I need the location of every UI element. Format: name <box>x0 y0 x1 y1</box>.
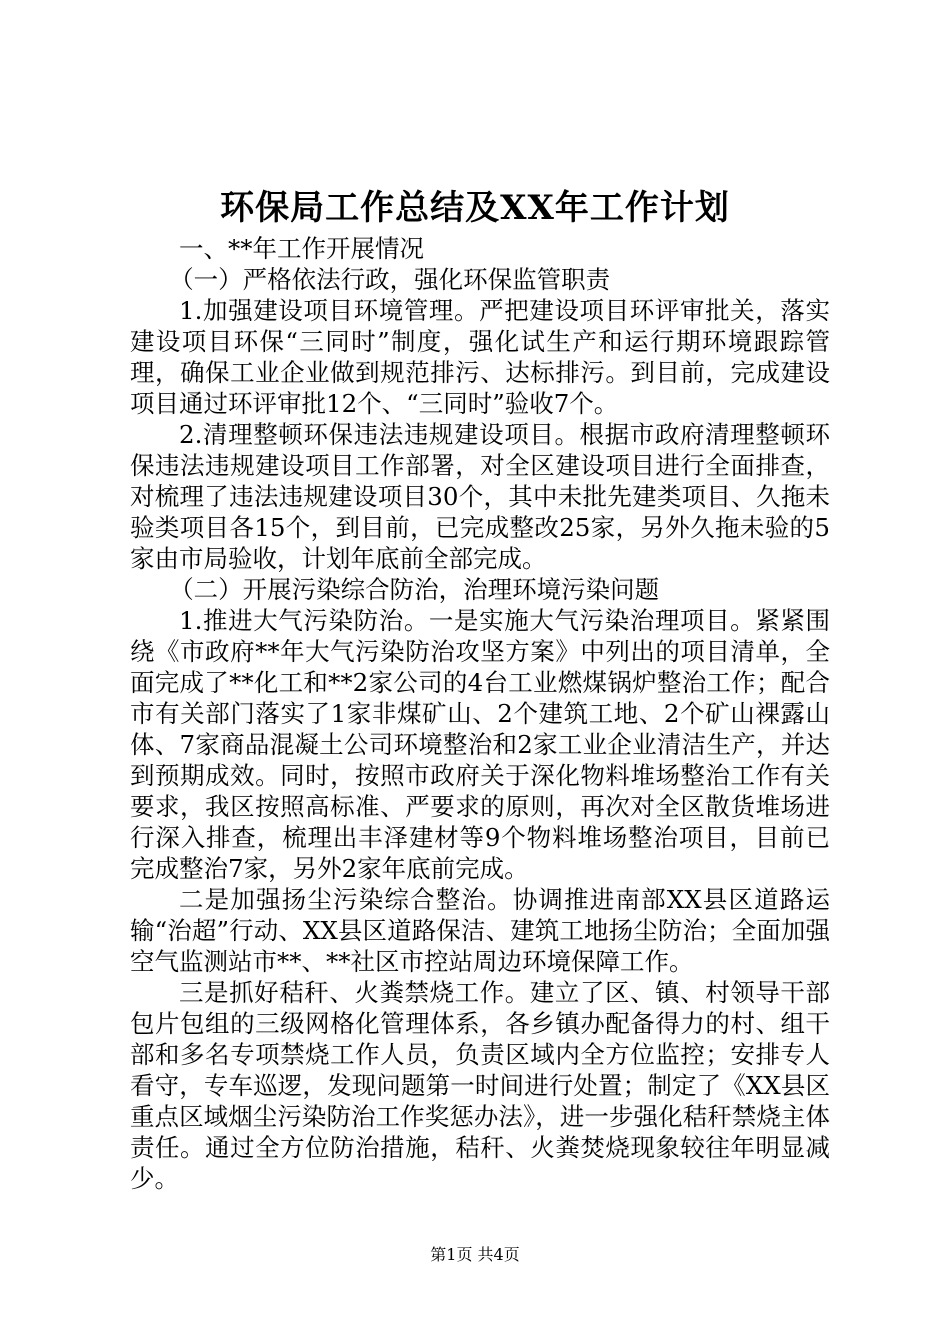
subsection-heading-2: （二）开展污染综合防治，治理环境污染问题 <box>169 575 660 604</box>
paragraph-2: 2.清理整顿环保违法违规建设项目。根据市政府清理整顿环保违法违规建设项目工作部署，对全区建设项目进行全面排查，对梳理了违法违规建设项目30个，其中未批先建类项目、久拖未验类项目各15个，到目前，已完成整改25家，另外久拖未验的5家由市局验收，计划年底前全部完成。 <box>130 420 830 573</box>
page-number-footer: 第1页 共4页 <box>430 1245 520 1264</box>
paragraph-5: 三是抓好秸秆、火粪禁烧工作。建立了区、镇、村领导干部包片包组的三级网格化管理体系，各乡镇办配备得力的村、组干部和多名专项禁烧工作人员，负责区域内全方位监控；安排专人看守，专车巡逻，发现问题第一时间进行处置；制定了《XX县区重点区域烟尘污染防治工作奖惩办法》，进一步强化秸秆禁烧主体责任。通过全方位防治措施，秸秆、火粪焚烧现象较往年明显减少。 <box>130 978 830 1193</box>
document-body <box>130 233 830 1194</box>
subsection-heading-1: （一）严格依法行政，强化环保监管职责 <box>169 265 611 294</box>
section-heading-1: 一、**年工作开展情况 <box>179 234 424 263</box>
document-title: 环保局工作总结及XX年工作计划 <box>220 188 730 228</box>
paragraph-3: 1.推进大气污染防治。一是实施大气污染治理项目。紧紧围绕《市政府**年大气污染防治攻坚方案》中列出的项目清单，全面完成了**化工和**2家公司的4台工业燃煤锅炉整治工作；配合市有关部门落实了1家非煤矿山、2个建筑工地、2个矿山裸露山体、7家商品混凝土公司环境整治和2家工业企业清洁生产，并达到预期成效。同时，按照市政府关于深化物料堆场整治工作有关要求，我区按照高标准、严要求的原则，再次对全区散货堆场进行深入排查，梳理出丰泽建材等9个物料堆场整治项目，目前已完成整治7家，另外2家年底前完成。 <box>130 606 830 883</box>
paragraph-4: 二是加强扬尘污染综合整治。协调推进南部XX县区道路运输“治超”行动、XX县区道路保洁、建筑工地扬尘防治；全面加强空气监测站市**、**社区市控站周边环境保障工作。 <box>130 885 830 976</box>
paragraph-1: 1.加强建设项目环境管理。严把建设项目环评审批关，落实建设项目环保“三同时”制度，强化试生产和运行期环境跟踪管理，确保工业企业做到规范排污、达标排污。到目前，完成建设项目通过环评审批12个、“三同时”验收7个。 <box>130 296 830 418</box>
